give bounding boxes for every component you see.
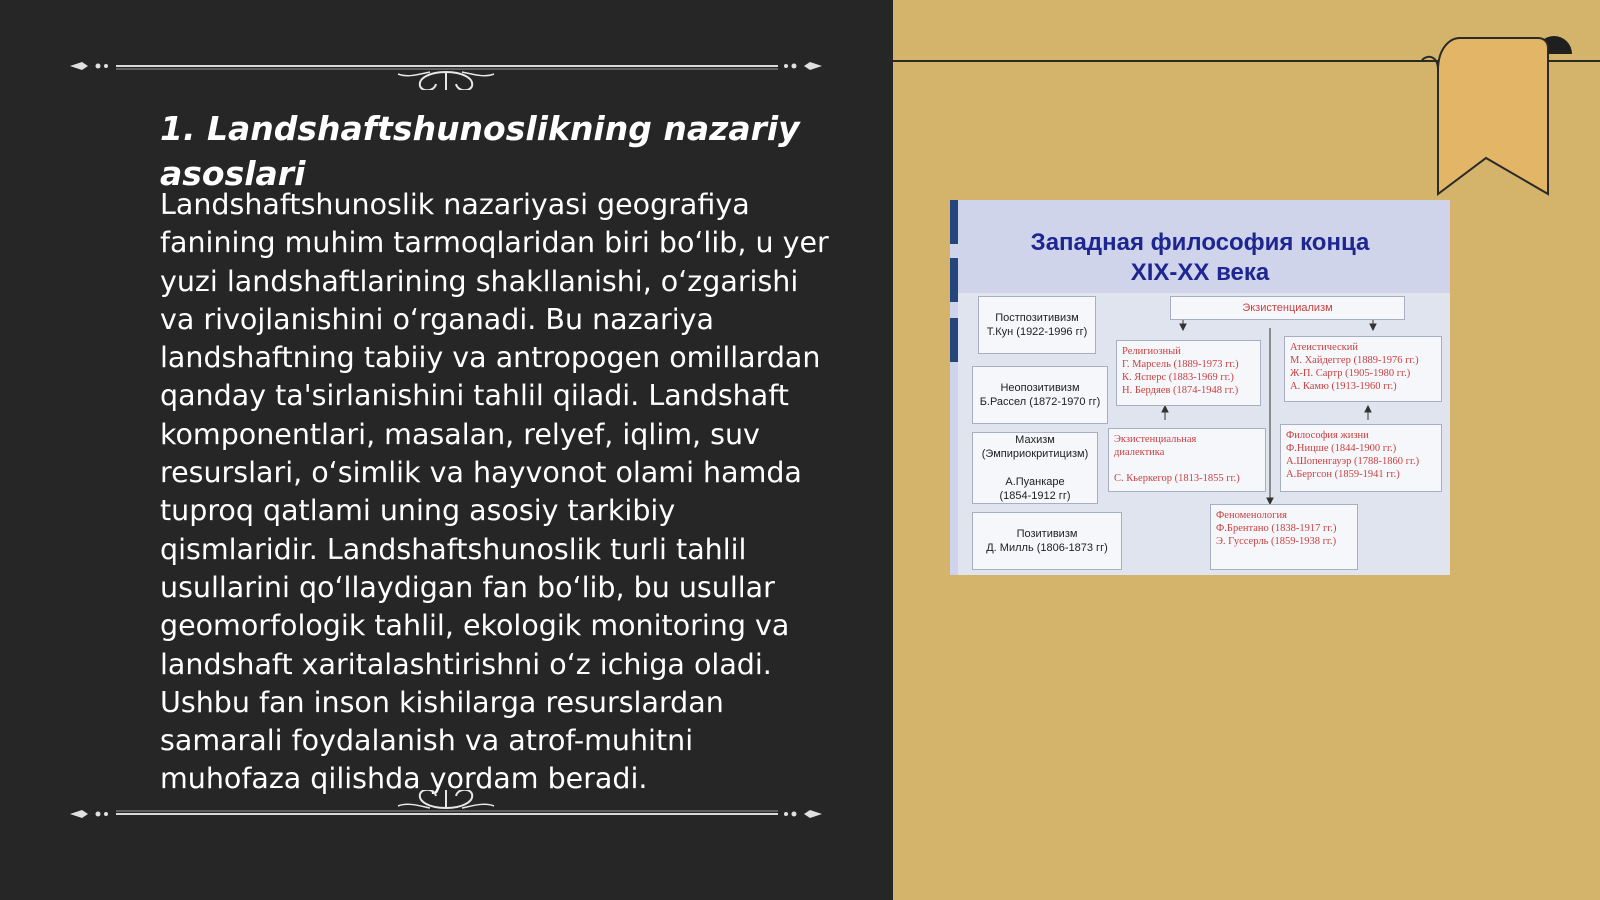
- top-scroll-ornament: [68, 50, 824, 90]
- box-text: [1114, 459, 1260, 472]
- box-text: Ф.Брентано (1838-1917 гг.): [1216, 523, 1337, 534]
- box-text: Экзистенциальная: [1114, 434, 1197, 445]
- box-text: А.Шопенгауэр (1788-1860 гг.): [1286, 456, 1420, 467]
- box-text: Махизм: [1015, 434, 1055, 446]
- box-phenomenology: [1210, 504, 1358, 570]
- box-neopositivism: [972, 366, 1108, 424]
- box-text: Н. Бердяев (1874-1948 гг.): [1122, 385, 1239, 396]
- box-positivism: [972, 512, 1122, 570]
- box-text: Атеистический: [1290, 342, 1358, 353]
- box-text: Постпозитивизм: [995, 312, 1079, 324]
- box-text: Экзистенциализм: [1242, 302, 1333, 314]
- box-text: (1854-1912 гг): [999, 490, 1071, 502]
- box-text: (Эмпириокритицизм): [981, 448, 1089, 460]
- box-machism: [972, 432, 1098, 504]
- picture-title-line: Западная философия конца: [1030, 229, 1370, 256]
- box-atheistic-existentialism: [1284, 336, 1442, 402]
- box-life-philosophy: [1280, 424, 1442, 492]
- box-text: Религиозный: [1122, 346, 1181, 357]
- box-text: Б.Рассел (1872-1970 гг): [979, 396, 1101, 408]
- box-text: Т.Кун (1922-1996 гг): [986, 326, 1088, 338]
- slide-title: 1. Landshaftshunoslikning nazariy asoslari: [160, 109, 800, 193]
- box-text: М. Хайдеггер (1889-1976 гг.): [1290, 355, 1419, 366]
- box-text: Э. Гуссерль (1859-1938 гг.): [1216, 536, 1337, 547]
- box-existential-dialectics: [1108, 428, 1266, 492]
- box-postpositivism: [978, 296, 1096, 354]
- box-religious-existentialism: [1116, 340, 1261, 406]
- box-text: [975, 461, 1095, 475]
- bottom-scroll-ornament: [68, 790, 824, 830]
- box-text: Г. Марсель (1889-1973 гг.): [1122, 359, 1239, 370]
- box-text: Феноменология: [1216, 510, 1287, 521]
- box-existentialism: [1170, 296, 1405, 320]
- philosophy-diagram-image: [950, 200, 1450, 575]
- box-text: А.Пуанкаре: [1005, 476, 1065, 488]
- box-text: К. Ясперс (1883-1969 гг.): [1122, 372, 1234, 383]
- box-text: Д. Милль (1806-1873 гг): [986, 542, 1108, 554]
- box-text: А.Бергсон (1859-1941 гг.): [1286, 469, 1400, 480]
- bookmark-icon: [1420, 30, 1600, 205]
- box-text: Ж-П. Сартр (1905-1980 гг.): [1290, 368, 1411, 379]
- box-text: Неопозитивизм: [1000, 382, 1080, 394]
- box-text: А. Камю (1913-1960 гг.): [1290, 381, 1397, 392]
- picture-title-line: XIX-XX века: [1130, 259, 1270, 286]
- box-text: Философия жизни: [1286, 430, 1369, 441]
- box-text: С. Кьеркегор (1813-1855 гг.): [1114, 473, 1240, 484]
- slide-body-text: Landshaftshunoslik nazariyasi geografiya fanining muhim tarmoqlaridan biri bo‘lib, u yer yuzi landshaftlarining shakllanishi, o‘zgarishi va rivojlanishini o‘rganadi. Bu nazariya landshaftning tabiiy va antropogen omillardan qanday ta'sirlanishini tahlil qiladi. Landshaft komponentlari, masalan, relyef, iqlim, suv resurslari, o‘simlik va hayvonot olami hamda tuproq qatlami uning asosiy tarkibiy qismlaridir. Landshaftshunoslik turli tahlil usullarini qo‘llaydigan fan bo‘lib, bu usullar geomorfologik tahlil, ekologik monitoring va landshaft xaritalashtirishni o‘z ichiga oladi. Ushbu fan inson kishilarga resurslardan samarali foydalanish va atrof-muhitni muhofaza qilishda yordam beradi.: [160, 188, 829, 796]
- box-text: Ф.Ницше (1844-1900 гг.): [1286, 443, 1397, 454]
- box-text: Позитивизм: [1016, 528, 1078, 540]
- box-text: диалектика: [1114, 447, 1165, 458]
